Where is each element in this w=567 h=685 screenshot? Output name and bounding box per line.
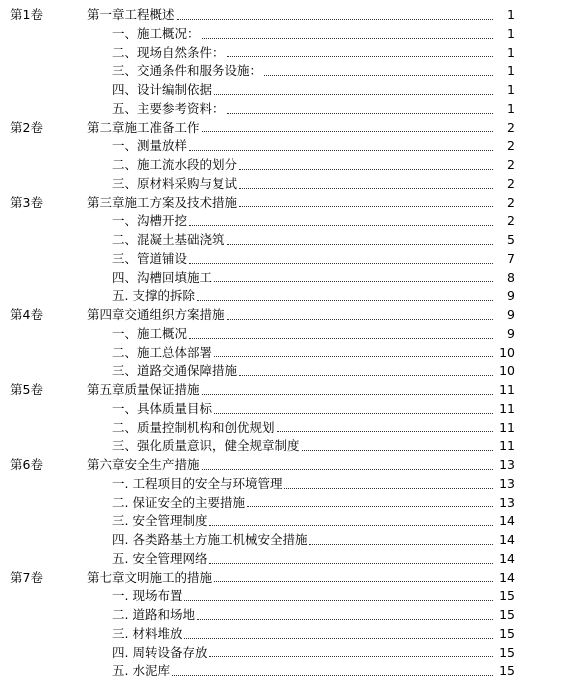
- toc-page-number: 11: [499, 419, 515, 435]
- toc-entry: [112, 344, 495, 363]
- toc-section-title[interactable]: 三. 材料堆放: [112, 625, 183, 641]
- toc-section-title[interactable]: 三、强化质量意识，健全规章制度: [112, 438, 300, 454]
- toc-section-title[interactable]: 五、主要参考资料：: [112, 100, 225, 116]
- toc-section-title[interactable]: 二、施工总体部署: [112, 344, 213, 360]
- toc-chapter-row[interactable]: [0, 456, 567, 475]
- toc-dot-leader: [177, 18, 493, 20]
- toc-entry: [87, 306, 495, 325]
- toc-chapter-title[interactable]: 第七章文明施工的措施: [87, 569, 213, 585]
- toc-dot-leader: [227, 243, 493, 245]
- toc-section-row[interactable]: [0, 644, 567, 663]
- toc-chapter-row[interactable]: [0, 194, 567, 213]
- toc-section-row[interactable]: [0, 250, 567, 269]
- toc-dot-leader: [202, 130, 493, 132]
- toc-page-number: 11: [499, 438, 515, 454]
- toc-section-title[interactable]: 二、质量控制机构和创优规划: [112, 419, 275, 435]
- toc-volume-label: 第5卷: [10, 382, 43, 397]
- toc-section-row[interactable]: [0, 512, 567, 531]
- toc-section-row[interactable]: [0, 62, 567, 81]
- toc-section-title[interactable]: 五. 安全管理网络: [112, 550, 208, 566]
- toc-section-row[interactable]: [0, 137, 567, 156]
- toc-section-title[interactable]: 三、交通条件和服务设施：: [112, 63, 263, 79]
- toc-dot-leader: [209, 562, 493, 564]
- toc-dot-leader: [209, 655, 493, 657]
- toc-entry: [112, 662, 495, 681]
- toc-section-title[interactable]: 三、原材料采购与复试: [112, 175, 238, 191]
- toc-entry: [112, 81, 495, 100]
- toc-page-number: 2: [507, 175, 515, 191]
- toc-entry: [112, 644, 495, 663]
- toc-section-title[interactable]: 四、沟槽回填施工: [112, 269, 213, 285]
- toc-dot-leader: [227, 318, 493, 320]
- toc-page-number: 15: [499, 607, 515, 622]
- toc-chapter-title[interactable]: 第三章施工方案及技术措施: [87, 194, 238, 210]
- toc-section-row[interactable]: [0, 419, 567, 438]
- toc-volume-label: 第3卷: [10, 194, 43, 210]
- toc-page-number: 8: [507, 269, 515, 285]
- toc-dot-leader: [227, 55, 493, 57]
- toc-section-row[interactable]: [0, 81, 567, 100]
- toc-entry: [112, 625, 495, 644]
- toc-page-number: 13: [499, 475, 515, 491]
- toc-dot-leader: [239, 374, 493, 376]
- toc-section-title[interactable]: 五. 水泥库: [112, 663, 170, 679]
- toc-dot-leader: [202, 468, 493, 470]
- toc-entry: [112, 400, 495, 419]
- toc-section-row[interactable]: [0, 400, 567, 419]
- toc-dot-leader: [214, 412, 493, 414]
- toc-section-row[interactable]: [0, 175, 567, 194]
- toc-section-title[interactable]: 三. 安全管理制度: [112, 513, 208, 529]
- toc-chapter-title[interactable]: 第六章安全生产措施: [87, 457, 200, 472]
- toc-dot-leader: [189, 149, 493, 151]
- toc-entry: [112, 212, 495, 231]
- toc-dot-leader: [189, 224, 493, 226]
- toc-section-title[interactable]: 三、道路交通保障措施: [112, 363, 238, 379]
- toc-page-number: 7: [507, 250, 515, 266]
- toc-page-number: 15: [499, 588, 515, 604]
- toc-dot-leader: [184, 637, 493, 639]
- toc-dot-leader: [302, 449, 493, 451]
- toc-page-number: 1: [507, 63, 515, 79]
- toc-section-row[interactable]: [0, 606, 567, 625]
- toc-page-number: 9: [507, 288, 515, 304]
- toc-section-row[interactable]: [0, 325, 567, 344]
- toc-page-number: 11: [499, 382, 515, 397]
- toc-dot-leader: [172, 674, 493, 676]
- toc-entry: [112, 475, 495, 494]
- toc-entry: [112, 62, 495, 81]
- toc-section-row[interactable]: [0, 494, 567, 513]
- toc-section-row[interactable]: [0, 625, 567, 644]
- toc-section-title[interactable]: 一、施工概况：: [112, 25, 200, 41]
- toc-section-row[interactable]: [0, 437, 567, 456]
- toc-entry: [87, 6, 495, 25]
- toc-section-row[interactable]: [0, 269, 567, 288]
- toc-page-number: 11: [499, 400, 515, 416]
- toc-chapter-title[interactable]: 第一章工程概述: [87, 7, 175, 22]
- toc-page-number: 9: [507, 325, 515, 341]
- toc-dot-leader: [202, 393, 493, 395]
- toc-section-title[interactable]: 二、现场自然条件：: [112, 44, 225, 60]
- toc-chapter-title[interactable]: 第五章质量保证措施: [87, 382, 200, 397]
- toc-dot-leader: [197, 618, 493, 620]
- toc-chapter-row[interactable]: [0, 381, 567, 400]
- toc-page-number: 10: [499, 344, 515, 360]
- toc-dot-leader: [209, 524, 493, 526]
- toc-page-number: 14: [499, 550, 515, 566]
- toc-entry: [112, 25, 495, 44]
- toc-section-row[interactable]: [0, 287, 567, 306]
- toc-section-title[interactable]: 四. 各类路基土方施工机械安全措施: [112, 532, 308, 547]
- toc-section-row[interactable]: [0, 100, 567, 119]
- toc-dot-leader: [202, 37, 493, 39]
- toc-section-row[interactable]: [0, 550, 567, 569]
- toc-volume-label: 第4卷: [10, 307, 43, 322]
- toc-section-row[interactable]: [0, 25, 567, 44]
- toc-page-number: 1: [507, 100, 515, 116]
- toc-section-title[interactable]: 四、设计编制依据: [112, 82, 213, 97]
- toc-dot-leader: [239, 187, 493, 189]
- toc-entry: [87, 194, 495, 213]
- toc-page-number: 2: [507, 194, 515, 210]
- toc-section-title[interactable]: 三、管道铺设: [112, 250, 188, 266]
- toc-dot-leader: [239, 168, 493, 170]
- toc-entry: [112, 137, 495, 156]
- toc-page-number: 2: [507, 157, 515, 172]
- toc-entry: [87, 456, 495, 475]
- toc-section-title[interactable]: 一、具体质量目标: [112, 400, 213, 416]
- toc-entry: [112, 362, 495, 381]
- toc-section-title[interactable]: 一. 现场布置: [112, 588, 183, 604]
- toc-entry: [112, 512, 495, 531]
- toc-section-title[interactable]: 一、沟槽开挖: [112, 213, 188, 229]
- toc-page-number: 14: [499, 569, 515, 585]
- toc-section-title[interactable]: 二、混凝土基础浇筑: [112, 232, 225, 247]
- toc-entry: [112, 175, 495, 194]
- toc-page-number: 14: [499, 532, 515, 547]
- toc-dot-leader: [189, 262, 493, 264]
- toc-page-number: 1: [507, 7, 515, 22]
- toc-dot-leader: [214, 580, 493, 582]
- toc-dot-leader: [197, 299, 493, 301]
- toc-page-number: 1: [507, 44, 515, 60]
- toc-page-number: 15: [499, 625, 515, 641]
- toc-entry: [112, 531, 495, 550]
- toc-page-number: 14: [499, 513, 515, 529]
- toc-dot-leader: [189, 337, 493, 339]
- toc-dot-leader: [214, 93, 493, 95]
- toc-entry: [87, 119, 495, 138]
- toc-section-row[interactable]: [0, 362, 567, 381]
- toc-page-number: 9: [507, 307, 515, 322]
- toc-dot-leader: [309, 543, 493, 545]
- toc-page-number: 2: [507, 119, 515, 135]
- toc-entry: [112, 437, 495, 456]
- toc-page-number: 15: [499, 663, 515, 679]
- toc-page-number: 2: [507, 213, 515, 229]
- toc-chapter-row[interactable]: [0, 6, 567, 25]
- toc-chapter-row[interactable]: [0, 306, 567, 325]
- toc-entry: [112, 269, 495, 288]
- toc-section-row[interactable]: [0, 531, 567, 550]
- toc-dot-leader: [277, 430, 493, 432]
- toc-entry: [112, 231, 495, 250]
- toc-entry: [112, 325, 495, 344]
- toc-entry: [112, 587, 495, 606]
- toc-section-title[interactable]: 二. 道路和场地: [112, 607, 195, 622]
- toc-section-row[interactable]: [0, 475, 567, 494]
- toc-section-title[interactable]: 五. 支撑的拆除: [112, 288, 195, 304]
- toc-section-row[interactable]: [0, 212, 567, 231]
- toc-page-number: 1: [507, 82, 515, 97]
- toc-section-title[interactable]: 一. 工程项目的安全与环境管理: [112, 475, 283, 491]
- toc-volume-label: 第2卷: [10, 119, 43, 135]
- toc-dot-leader: [214, 355, 493, 357]
- toc-entry: [112, 250, 495, 269]
- toc-dot-leader: [284, 487, 493, 489]
- toc-chapter-title[interactable]: 第四章交通组织方案措施: [87, 307, 225, 322]
- toc-page-number: 2: [507, 138, 515, 154]
- toc-entry: [112, 606, 495, 625]
- toc-dot-leader: [239, 205, 493, 207]
- toc-section-row[interactable]: [0, 231, 567, 250]
- toc-page-number: 13: [499, 457, 515, 472]
- toc-section-row[interactable]: [0, 662, 567, 681]
- toc-section-row[interactable]: [0, 156, 567, 175]
- toc-dot-leader: [227, 112, 493, 114]
- toc-entry: [112, 44, 495, 63]
- toc-entry: [112, 287, 495, 306]
- toc-dot-leader: [184, 599, 493, 601]
- toc-entry: [112, 156, 495, 175]
- toc-entry: [87, 569, 495, 588]
- toc-entry: [112, 419, 495, 438]
- toc-entry: [112, 550, 495, 569]
- toc-page-number: 1: [507, 25, 515, 41]
- toc-entry: [112, 100, 495, 119]
- toc-dot-leader: [264, 74, 493, 76]
- toc-entry: [112, 494, 495, 513]
- toc-section-row[interactable]: [0, 587, 567, 606]
- toc-volume-label: 第6卷: [10, 457, 43, 472]
- toc-entry: [87, 381, 495, 400]
- toc-volume-label: 第1卷: [10, 7, 43, 22]
- toc-section-title[interactable]: 二. 保证安全的主要措施: [112, 494, 245, 510]
- toc-page-number: 13: [499, 494, 515, 510]
- toc-chapter-title[interactable]: 第二章施工准备工作: [87, 119, 200, 135]
- toc-page-number: 15: [499, 644, 515, 660]
- toc-chapter-row[interactable]: [0, 119, 567, 138]
- toc-section-title[interactable]: 一、测量放样: [112, 138, 188, 154]
- toc-section-title[interactable]: 四. 周转设备存放: [112, 644, 208, 660]
- toc-dot-leader: [247, 505, 493, 507]
- toc-page-number: 5: [507, 232, 515, 247]
- toc-page-number: 10: [499, 363, 515, 379]
- toc-section-title[interactable]: 一、施工概况: [112, 325, 188, 341]
- toc-section-row[interactable]: [0, 344, 567, 363]
- toc-section-row[interactable]: [0, 44, 567, 63]
- toc-chapter-row[interactable]: [0, 569, 567, 588]
- toc-dot-leader: [214, 280, 493, 282]
- toc-volume-label: 第7卷: [10, 569, 43, 585]
- toc-section-title[interactable]: 二、施工流水段的划分: [112, 157, 238, 172]
